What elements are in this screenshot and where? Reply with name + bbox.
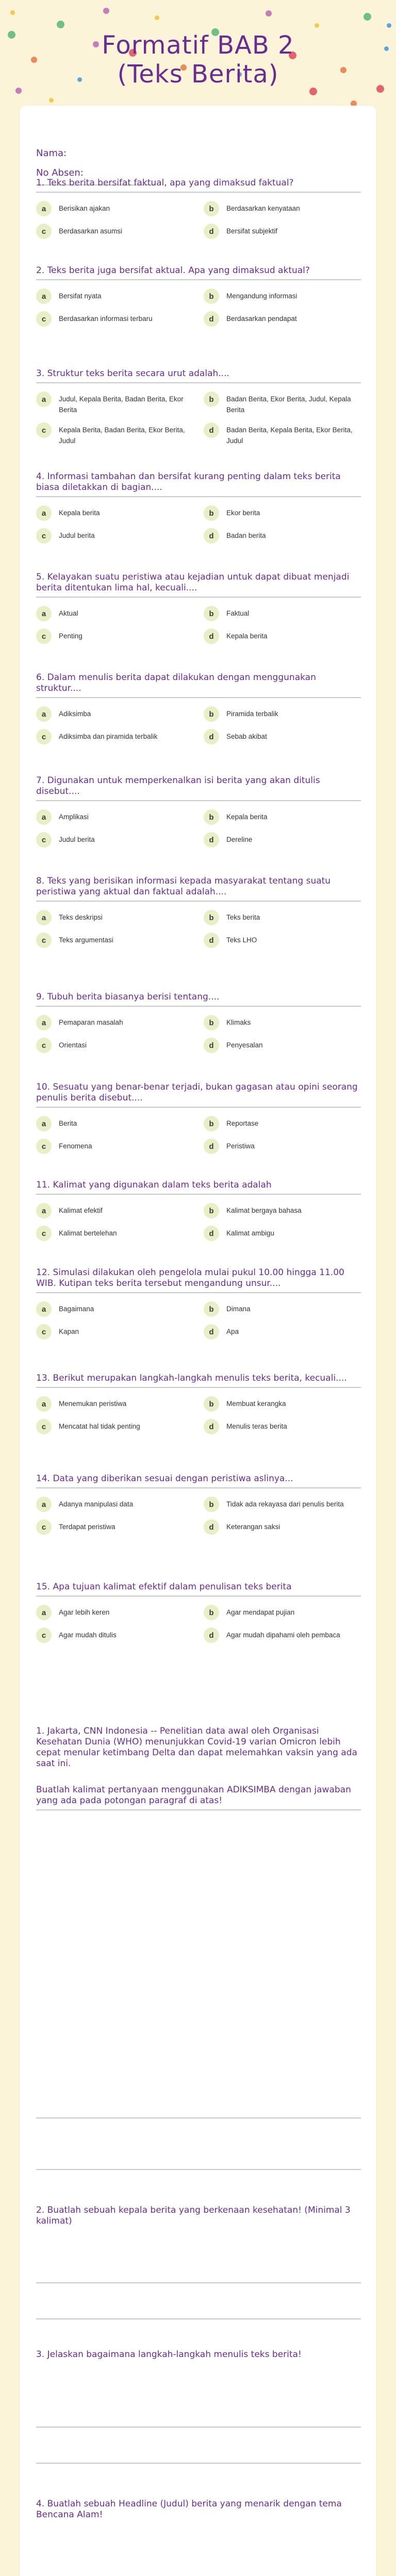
answer-option[interactable] (36, 1301, 193, 1317)
option-text: Pemaparan masalah (59, 1019, 123, 1026)
option-text: Agar mudah ditulis (59, 1631, 117, 1639)
worksheet-sheet (20, 106, 376, 2576)
question-text (36, 1180, 361, 1195)
option-text: Kalimat ambigu (226, 1229, 275, 1237)
option-text: Faktual (226, 609, 250, 617)
answer-option[interactable] (204, 1497, 361, 1512)
option-text: Teks LHO (226, 936, 257, 944)
option-letter: a (36, 289, 52, 304)
answer-option[interactable] (204, 1226, 361, 1241)
answer-option[interactable] (204, 1116, 361, 1131)
question-number: 15. (36, 1582, 51, 1592)
option-text: Berdasarkan informasi terbaru (59, 315, 153, 323)
answer-option[interactable] (36, 1605, 193, 1620)
option-letter: d (204, 629, 219, 644)
option-text: Berita (59, 1120, 77, 1127)
option-letter: a (36, 910, 52, 925)
answer-option[interactable] (36, 1419, 193, 1434)
option-letter: d (204, 832, 219, 848)
option-text: Kepala berita (59, 509, 100, 517)
question-number: 2. (36, 265, 45, 276)
confetti-dot (103, 8, 109, 14)
answer-option[interactable] (36, 706, 193, 722)
confetti-dot (155, 15, 159, 20)
option-text: Kepala berita (226, 632, 268, 640)
question-number: 6. (36, 672, 45, 683)
option-text: Berdasarkan kenyataan (226, 205, 300, 212)
option-letter: a (36, 1116, 52, 1131)
answer-option[interactable] (204, 201, 361, 216)
mc-question (36, 178, 361, 239)
option-letter: c (36, 1139, 52, 1154)
option-text: Agar mudah dipahami oleh pembaca (226, 1631, 340, 1639)
option-letter: a (36, 201, 52, 216)
confetti-dot (364, 13, 371, 21)
question-text (36, 265, 361, 280)
answer-line[interactable] (36, 2117, 361, 2119)
mc-question (36, 1180, 361, 1241)
option-text: Apa (226, 1328, 239, 1335)
option-letter: a (36, 1605, 52, 1620)
confetti-dot (309, 88, 317, 95)
answer-option[interactable] (36, 629, 193, 644)
question-stem: Kalimat yang digunakan dalam teks berita adalah (53, 1180, 272, 1190)
option-text: Kalimat bertelehan (59, 1229, 117, 1237)
option-letter: a (36, 505, 52, 521)
answer-line[interactable] (36, 2463, 361, 2464)
option-text: Judul, Kepala Berita, Badan Berita, Ekor Berita (59, 395, 184, 414)
answer-option[interactable] (204, 809, 361, 825)
option-letter: d (204, 933, 219, 948)
option-letter: d (204, 224, 219, 239)
option-letter: b (204, 809, 219, 825)
answer-option[interactable] (204, 289, 361, 304)
option-text: Dimana (226, 1305, 251, 1313)
option-letter: c (36, 1038, 52, 1053)
option-letter: d (204, 311, 219, 327)
option-letter: b (204, 392, 219, 407)
question-number: 5. (36, 572, 45, 582)
option-letter: a (36, 392, 52, 407)
option-text: Bagaimana (59, 1305, 94, 1313)
question-number: 3. (36, 368, 45, 379)
essay-number: 3. (36, 2349, 45, 2360)
essay-text (36, 2349, 361, 2363)
question-text (36, 1473, 361, 1488)
answer-option[interactable] (36, 1628, 193, 1643)
option-text: Badan Berita, Ekor Berita, Judul, Kepala Berita (226, 395, 351, 414)
essay-stem: Buatlah sebuah Headline (Judul) berita yang menarik dengan tema Bencana Alam! (36, 2499, 342, 2520)
option-letter: b (204, 1015, 219, 1030)
option-letter: d (204, 1419, 219, 1434)
question-stem: Teks yang berisikan informasi kepada masyarakat tentang suatu peristiwa yang aktual dan faktual adalah.... (36, 876, 331, 897)
question-stem: Dalam menulis berita dapat dilakukan dengan menggunakan struktur.... (36, 672, 316, 693)
option-letter: d (204, 1226, 219, 1241)
option-text: Judul berita (59, 532, 95, 539)
option-text: Teks berita (226, 913, 260, 921)
option-text: Dereline (226, 836, 253, 843)
answer-option[interactable] (204, 1139, 361, 1154)
question-stem: Teks berita juga bersifat aktual. Apa yang dimaksud aktual? (47, 265, 310, 276)
option-letter: a (36, 1015, 52, 1030)
worksheet-title: Formatif BAB 2 (102, 31, 294, 60)
option-letter: b (204, 1301, 219, 1317)
answer-option[interactable] (204, 392, 361, 415)
essay-number: 1. (36, 1726, 45, 1736)
confetti-dot (49, 98, 54, 103)
option-letter: a (36, 1497, 52, 1512)
option-text: Penting (59, 632, 82, 640)
question-stem: Digunakan untuk memperkenalkan isi berita yang akan ditulis disebut.... (36, 775, 320, 796)
answer-option[interactable] (36, 1226, 193, 1241)
question-text (36, 876, 361, 902)
option-letter: c (36, 1324, 52, 1340)
option-letter: b (204, 1497, 219, 1512)
answer-line[interactable] (36, 2169, 361, 2170)
answer-option[interactable] (36, 1139, 193, 1154)
option-letter: a (36, 706, 52, 722)
answer-option[interactable] (36, 422, 193, 446)
option-text: Klimaks (226, 1019, 251, 1026)
mc-question (36, 572, 361, 644)
option-letter: d (204, 1038, 219, 1053)
option-letter: c (36, 1226, 52, 1241)
option-text: Keterangan saksi (226, 1523, 280, 1531)
option-letter: a (36, 606, 52, 621)
answer-option[interactable] (36, 311, 193, 327)
essay-stem: Jakarta, CNN Indonesia -- Penelitian data awal oleh Organisasi Kesehatan Dunia (WHO) menunjukkan Covid-19 varian Omicron lebih cepat menular ketimbang Delta dan dapat melemahkan vaksin yang ada saat ini. (36, 1726, 357, 1769)
question-text (36, 1082, 361, 1108)
option-letter: c (36, 224, 52, 239)
option-letter: b (204, 606, 219, 621)
answer-option[interactable] (36, 910, 193, 925)
mc-question (36, 1473, 361, 1535)
question-text (36, 1582, 361, 1597)
essay-stem: Jelaskan bagaimana langkah-langkah menulis teks berita! (47, 2349, 302, 2360)
option-letter: b (204, 1605, 219, 1620)
answer-option[interactable] (204, 729, 361, 744)
answer-option[interactable] (204, 422, 361, 446)
question-text (36, 1373, 361, 1388)
option-letter: c (36, 422, 52, 438)
answer-option[interactable] (204, 629, 361, 644)
answer-option[interactable] (36, 809, 193, 825)
option-text: Berdasarkan asumsi (59, 227, 123, 235)
option-letter: a (36, 1301, 52, 1317)
option-text: Agar lebih keren (59, 1608, 110, 1616)
question-number: 10. (36, 1082, 51, 1092)
option-letter: d (204, 729, 219, 744)
question-stem: Tubuh berita biasanya berisi tentang.... (47, 992, 220, 1002)
option-letter: c (36, 311, 52, 327)
essay-stem: Buatlah sebuah kepala berita yang berkenaan kesehatan! (Minimal 3 kalimat) (36, 2205, 351, 2226)
answer-option[interactable] (36, 729, 193, 744)
option-text: Agar mendapat pujian (226, 1608, 295, 1616)
name-label: Nama: (36, 148, 67, 159)
confetti-dot (57, 21, 64, 28)
option-text: Kapan (59, 1328, 79, 1335)
question-text (36, 1267, 361, 1293)
answer-option[interactable] (204, 1605, 361, 1620)
option-text: Mengandung informasi (226, 292, 298, 300)
answer-option[interactable] (204, 832, 361, 848)
answer-option[interactable] (36, 606, 193, 621)
option-text: Orientasi (59, 1041, 87, 1049)
confetti-dot (266, 10, 272, 16)
mc-question (36, 265, 361, 327)
option-letter: c (36, 1519, 52, 1535)
mc-question (36, 876, 361, 948)
option-text: Mencatat hal tidak penting (59, 1422, 140, 1430)
option-text: Kepala Berita, Badan Berita, Ekor Berita, Judul (59, 426, 185, 445)
confetti-dot (10, 10, 15, 15)
option-letter: b (204, 1203, 219, 1218)
option-text: Aktual (59, 609, 78, 617)
name-field[interactable] (36, 148, 67, 159)
question-stem: Struktur teks berita secara urut adalah.... (47, 368, 229, 379)
question-text (36, 368, 361, 383)
option-text: Berdasarkan pendapat (226, 315, 297, 323)
answer-line[interactable] (36, 2318, 361, 2319)
option-text: Adiksimba dan piramida terbalik (59, 733, 158, 740)
question-stem: Kelayakan suatu peristiwa atau kejadian untuk dapat dibuat menjadi berita ditentukan lima hal, kecuali.... (36, 572, 350, 593)
answer-option[interactable] (204, 1396, 361, 1412)
essay-text (36, 1726, 361, 1772)
question-stem: Teks berita bersifat faktual, apa yang dimaksud faktual? (47, 178, 294, 188)
question-number: 13. (36, 1373, 51, 1383)
question-number: 11. (36, 1180, 51, 1190)
confetti-dot (387, 23, 391, 28)
answer-option[interactable] (36, 289, 193, 304)
option-text: Peristiwa (226, 1142, 255, 1150)
question-stem: Sesuatu yang benar-benar terjadi, bukan gagasan atau opini seorang penulis berita disebut.... (36, 1082, 358, 1103)
answer-option[interactable] (204, 1015, 361, 1030)
answer-option[interactable] (204, 1301, 361, 1317)
option-letter: c (36, 1628, 52, 1643)
option-text: Teks deskripsi (59, 913, 103, 921)
question-text (36, 672, 361, 698)
answer-option[interactable] (204, 1628, 361, 1643)
question-number: 1. (36, 178, 45, 188)
answer-option[interactable] (36, 933, 193, 948)
mc-question (36, 775, 361, 848)
option-text: Menulis teras berita (226, 1422, 287, 1430)
question-text (36, 572, 361, 598)
answer-option[interactable] (36, 201, 193, 216)
option-text: Membuat kerangka (226, 1400, 286, 1408)
option-text: Fenomena (59, 1142, 92, 1150)
answer-line[interactable] (36, 2282, 361, 2283)
option-letter: d (204, 528, 219, 544)
option-letter: b (204, 289, 219, 304)
option-letter: c (36, 832, 52, 848)
option-text: Bersifat nyata (59, 292, 102, 300)
option-letter: d (204, 1139, 219, 1154)
answer-option[interactable] (36, 1203, 193, 1218)
option-text: Terdapat peristiwa (59, 1523, 116, 1531)
answer-option[interactable] (204, 528, 361, 544)
worksheet-header (0, 31, 396, 89)
option-text: Ekor berita (226, 509, 260, 517)
answer-option[interactable] (36, 1116, 193, 1131)
option-text: Adiksimba (59, 710, 91, 718)
answer-option[interactable] (36, 1015, 193, 1030)
answer-option[interactable] (204, 706, 361, 722)
answer-option[interactable] (204, 1203, 361, 1218)
essay-question (36, 1726, 361, 1819)
option-letter: a (36, 1396, 52, 1412)
option-letter: b (204, 910, 219, 925)
mc-question (36, 672, 361, 744)
question-stem: Data yang diberikan sesuai dengan peristiwa aslinya... (53, 1473, 293, 1484)
essay-text (36, 2499, 361, 2523)
answer-option[interactable] (204, 1038, 361, 1053)
option-text: Kalimat efektif (59, 1207, 103, 1214)
option-letter: c (36, 1419, 52, 1434)
option-letter: b (204, 201, 219, 216)
option-letter: a (36, 1203, 52, 1218)
option-text: Kalimat bergaya bahasa (226, 1207, 302, 1214)
option-letter: d (204, 1628, 219, 1643)
option-letter: b (204, 505, 219, 521)
question-text (36, 178, 361, 193)
mc-question (36, 471, 361, 544)
option-letter: c (36, 933, 52, 948)
option-text: Piramida terbalik (226, 710, 278, 718)
option-text: Judul berita (59, 836, 95, 843)
question-stem: Apa tujuan kalimat efektif dalam penulisan teks berita (53, 1582, 292, 1592)
option-text: Teks argumentasi (59, 936, 113, 944)
option-letter: c (36, 528, 52, 544)
option-text: Badan berita (226, 532, 266, 539)
option-text: Menemukan peristiwa (59, 1400, 127, 1408)
essay-question (36, 2499, 361, 2532)
answer-option[interactable] (36, 1519, 193, 1535)
question-text (36, 775, 361, 801)
option-text: Amplikasi (59, 813, 89, 821)
question-stem: Simulasi dilakukan oleh pengelola mulai pukul 10.00 hingga 11.00 WIB. Kutipan teks berita tersebut mengandung unsur.... (36, 1267, 344, 1289)
option-text: Kepala berita (226, 813, 268, 821)
answer-option[interactable] (204, 311, 361, 327)
answer-option[interactable] (204, 1324, 361, 1340)
essay-question (36, 2205, 361, 2238)
question-stem: Berikut merupakan langkah-langkah menulis teks berita, kecuali.... (53, 1373, 347, 1383)
answer-option[interactable] (204, 505, 361, 521)
question-number: 9. (36, 992, 45, 1002)
question-number: 7. (36, 775, 45, 786)
question-stem: Informasi tambahan dan bersifat kurang penting dalam teks berita biasa diletakkan di bagian.... (36, 471, 341, 493)
answer-option[interactable] (204, 224, 361, 239)
question-number: 14. (36, 1473, 51, 1484)
answer-option[interactable] (36, 392, 193, 415)
essay-number: 4. (36, 2499, 45, 2509)
option-text: Reportase (226, 1120, 259, 1127)
answer-option[interactable] (36, 1038, 193, 1053)
option-text: Berisikan ajakan (59, 205, 110, 212)
answer-option[interactable] (36, 528, 193, 544)
answer-option[interactable] (204, 933, 361, 948)
option-text: Badan Berita, Kepala Berita, Ekor Berita, Judul (226, 426, 353, 445)
option-text: Penyesalan (226, 1041, 263, 1049)
answer-option[interactable] (36, 224, 193, 239)
answer-line[interactable] (36, 2427, 361, 2428)
absen-label: No Absen: (36, 167, 84, 178)
confetti-dot (315, 23, 319, 28)
option-letter: c (36, 729, 52, 744)
option-text: Adanya manipulasi data (59, 1500, 134, 1508)
option-letter: d (204, 1324, 219, 1340)
question-number: 4. (36, 471, 45, 482)
option-letter: d (204, 1519, 219, 1535)
mc-question (36, 1082, 361, 1154)
question-text (36, 992, 361, 1007)
answer-option[interactable] (36, 1324, 193, 1340)
answer-option[interactable] (204, 1519, 361, 1535)
essay-number: 2. (36, 2205, 45, 2215)
answer-option[interactable] (36, 1497, 193, 1512)
mc-question (36, 992, 361, 1053)
option-letter: b (204, 706, 219, 722)
worksheet-subtitle: (Teks Berita) (117, 60, 279, 89)
answer-option[interactable] (36, 832, 193, 848)
option-letter: c (36, 629, 52, 644)
option-text: Sebab akibat (226, 733, 267, 740)
mc-question (36, 1582, 361, 1643)
question-number: 8. (36, 876, 45, 886)
option-text: Tidak ada rekayasa dari penulis berita (226, 1500, 344, 1508)
answer-option[interactable] (204, 606, 361, 621)
answer-option[interactable] (36, 1396, 193, 1412)
option-letter: b (204, 1396, 219, 1412)
mc-question (36, 368, 361, 446)
option-letter: d (204, 422, 219, 438)
essay-prompt: Buatlah kalimat pertanyaan menggunakan ADIKSIMBA dengan jawaban yang ada pada potongan paragraf di atas! (36, 1785, 361, 1810)
mc-question (36, 1373, 361, 1434)
option-letter: a (36, 809, 52, 825)
essay-text (36, 2205, 361, 2230)
option-letter: b (204, 1116, 219, 1131)
question-text (36, 471, 361, 497)
essay-question (36, 2349, 361, 2371)
answer-option[interactable] (204, 1419, 361, 1434)
answer-option[interactable] (36, 505, 193, 521)
mc-question (36, 1267, 361, 1340)
answer-option[interactable] (204, 910, 361, 925)
question-number: 12. (36, 1267, 51, 1278)
option-text: Bersifat subjektif (226, 227, 278, 235)
